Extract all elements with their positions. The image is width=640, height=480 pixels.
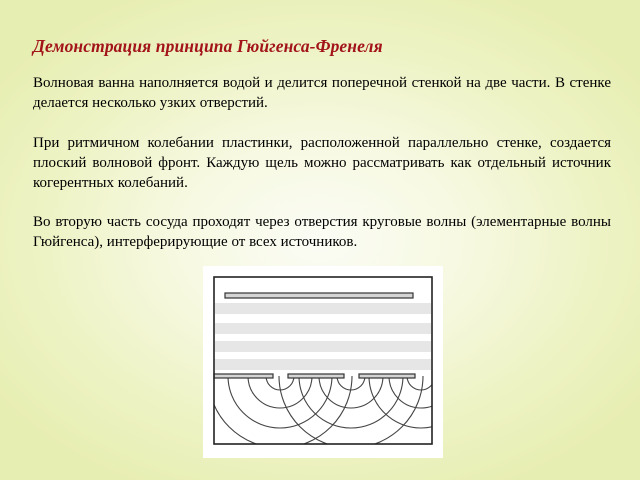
- wall-segment: [359, 374, 415, 378]
- plane-wave-band: [215, 303, 431, 314]
- paragraph-wave-tank: Волновая ванна наполняется водой и делится поперечной стенкой на две части. В стенке делается несколько узких отверстий.: [33, 75, 611, 111]
- plane-wave-band: [215, 341, 431, 352]
- plane-wave-band: [215, 323, 431, 334]
- wall-segment: [214, 374, 273, 378]
- wall-segment: [288, 374, 344, 378]
- plane-wave-band: [215, 359, 431, 370]
- oscillating-plate: [225, 293, 413, 298]
- partition-wall: [214, 374, 415, 378]
- paragraph-huygens-waves: Во вторую часть сосуда проходят через отверстия круговые волны (элементарные волны Гюйгенса), интерферирующие от всех источников.: [33, 214, 611, 250]
- wave-tank-figure: [203, 266, 443, 458]
- wave-tank-diagram: [203, 266, 443, 458]
- slide-title: Демонстрация принципа Гюйгенса-Френеля: [33, 36, 383, 56]
- paragraph-plane-wave: При ритмичном колебании пластинки, расположенной параллельно стенке, создается плоский волновой фронт. Каждую щель можно рассматривать как отдельный источник когерентных колебаний.: [33, 135, 611, 191]
